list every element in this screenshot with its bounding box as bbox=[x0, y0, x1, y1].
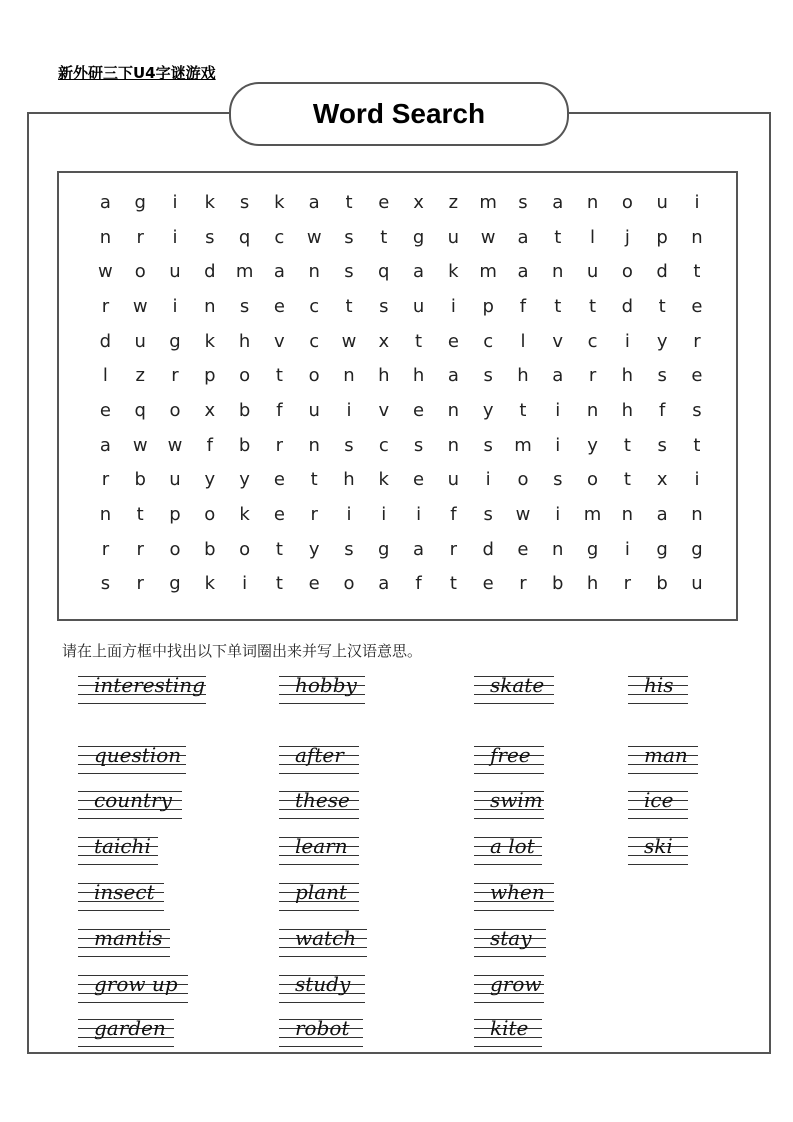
word-label: insect bbox=[94, 880, 155, 904]
grid-letter: o bbox=[169, 538, 181, 560]
grid-letter: a bbox=[447, 365, 459, 387]
grid-letter: i bbox=[450, 295, 456, 317]
grid-letter: w bbox=[132, 295, 148, 317]
grid-letter: o bbox=[239, 538, 251, 560]
grid-letter: c bbox=[274, 226, 285, 248]
grid-letter: g bbox=[169, 573, 181, 595]
grid-letter: a bbox=[517, 261, 529, 283]
grid-letter: d bbox=[482, 538, 494, 560]
grid-letter: r bbox=[588, 365, 597, 387]
grid-letter: e bbox=[691, 295, 703, 317]
grid-letter: t bbox=[275, 365, 283, 387]
grid-letter: t bbox=[345, 191, 353, 213]
grid-letter: t bbox=[589, 295, 597, 317]
grid-letter: y bbox=[239, 469, 250, 491]
grid-letter: y bbox=[587, 434, 598, 456]
grid-letter: e bbox=[482, 573, 494, 595]
grid-letter: s bbox=[518, 191, 528, 213]
word-entry bbox=[474, 923, 546, 961]
grid-letter: d bbox=[621, 295, 634, 317]
grid-letter: i bbox=[381, 504, 387, 526]
grid-letter: g bbox=[412, 226, 425, 248]
grid-letter: n bbox=[308, 434, 320, 456]
word-entry bbox=[628, 785, 688, 823]
grid-letter: h bbox=[621, 399, 634, 421]
grid-letter: r bbox=[449, 538, 458, 560]
grid-letter: u bbox=[308, 399, 320, 421]
grid-letter: t bbox=[275, 573, 283, 595]
grid-letter: e bbox=[273, 469, 285, 491]
grid-letter: b bbox=[238, 434, 251, 456]
grid-letter: i bbox=[694, 191, 700, 213]
grid-letter: r bbox=[101, 295, 110, 317]
grid-letter: n bbox=[447, 434, 460, 456]
word-label: mantis bbox=[94, 926, 163, 950]
grid-letter: u bbox=[412, 295, 425, 317]
grid-letter: n bbox=[552, 261, 564, 283]
grid-letter: s bbox=[379, 295, 389, 317]
word-entry bbox=[628, 740, 698, 778]
grid-letter: l bbox=[590, 226, 596, 248]
grid-letter: f bbox=[415, 573, 422, 595]
word-label: stay bbox=[490, 926, 532, 950]
word-entry bbox=[78, 740, 186, 778]
grid-letter: k bbox=[274, 191, 285, 213]
word-label: robot bbox=[295, 1016, 350, 1040]
word-entry bbox=[279, 877, 359, 915]
grid-letter: s bbox=[344, 261, 354, 283]
word-label: grow up bbox=[94, 972, 178, 996]
grid-letter: e bbox=[99, 399, 111, 421]
grid-letter: a bbox=[413, 261, 425, 283]
grid-letter: e bbox=[517, 538, 529, 560]
grid-letter: o bbox=[621, 261, 633, 283]
grid-letter: x bbox=[413, 191, 424, 213]
document-title: 新外研三下U4字谜游戏 bbox=[58, 64, 216, 82]
grid-letter: i bbox=[624, 538, 630, 560]
grid-letter: s bbox=[100, 573, 111, 595]
grid-letter: h bbox=[621, 365, 634, 387]
grid-letter: n bbox=[586, 399, 599, 421]
word-label: grow bbox=[490, 972, 542, 996]
grid-letter: f bbox=[658, 399, 666, 421]
grid-letter: x bbox=[204, 399, 216, 421]
word-label: skate bbox=[490, 673, 545, 697]
grid-letter: g bbox=[586, 538, 599, 560]
word-entry bbox=[474, 670, 554, 708]
word-entry bbox=[279, 831, 359, 869]
grid-letter: n bbox=[99, 226, 112, 248]
grid-letter: f bbox=[276, 399, 283, 421]
grid-letter: r bbox=[101, 469, 110, 491]
grid-letter: n bbox=[308, 261, 320, 283]
word-label: study bbox=[295, 972, 351, 996]
grid-letter: s bbox=[239, 191, 250, 213]
grid-letter: t bbox=[136, 504, 144, 526]
word-label: free bbox=[490, 743, 531, 767]
grid-letter: n bbox=[621, 504, 634, 526]
word-label: learn bbox=[295, 834, 348, 858]
grid-letter: p bbox=[204, 365, 216, 387]
grid-letter: b bbox=[656, 573, 668, 595]
grid-letter: x bbox=[656, 469, 668, 491]
word-entry bbox=[279, 1013, 363, 1051]
grid-letter: p bbox=[656, 226, 668, 248]
grid-letter: u bbox=[447, 469, 460, 491]
word-entry bbox=[474, 831, 542, 869]
grid-letter: n bbox=[691, 504, 703, 526]
grid-letter: v bbox=[552, 330, 564, 352]
word-entry bbox=[279, 740, 359, 778]
grid-letter: a bbox=[99, 434, 111, 456]
grid-letter: r bbox=[623, 573, 632, 595]
grid-letter: o bbox=[343, 573, 355, 595]
grid-letter: t bbox=[658, 295, 666, 317]
grid-letter: j bbox=[624, 226, 630, 248]
grid-letter: b bbox=[134, 469, 146, 491]
grid-letter: c bbox=[378, 434, 389, 456]
grid-letter: c bbox=[483, 330, 494, 352]
grid-letter: w bbox=[480, 226, 496, 248]
grid-letter: w bbox=[132, 434, 148, 456]
word-label: watch bbox=[295, 926, 357, 950]
grid-letter: e bbox=[691, 365, 703, 387]
grid-letter: o bbox=[169, 399, 181, 421]
grid-letter: b bbox=[238, 399, 251, 421]
grid-letter: y bbox=[308, 538, 320, 560]
word-label: man bbox=[644, 743, 688, 767]
grid-letter: s bbox=[657, 434, 667, 456]
grid-letter: t bbox=[623, 469, 631, 491]
grid-letter: e bbox=[447, 330, 459, 352]
grid-letter: h bbox=[586, 573, 599, 595]
grid-letter: g bbox=[169, 330, 181, 352]
word-entry bbox=[474, 740, 544, 778]
grid-letter: s bbox=[344, 434, 354, 456]
grid-letter: o bbox=[517, 469, 529, 491]
grid-letter: z bbox=[135, 365, 145, 387]
grid-letter: s bbox=[344, 538, 354, 560]
grid-letter: k bbox=[239, 504, 250, 526]
word-entry bbox=[474, 969, 544, 1007]
grid-letter: n bbox=[691, 226, 703, 248]
word-label: these bbox=[295, 788, 350, 812]
grid-letter: r bbox=[275, 434, 284, 456]
grid-letter: s bbox=[483, 434, 493, 456]
grid-letter: o bbox=[134, 261, 146, 283]
grid-letter: r bbox=[171, 365, 179, 387]
grid-letter: p bbox=[482, 295, 494, 317]
grid-letter: a bbox=[517, 226, 529, 248]
grid-letter: i bbox=[346, 504, 352, 526]
grid-letter: o bbox=[621, 191, 633, 213]
grid-letter: y bbox=[482, 399, 494, 421]
grid-letter: e bbox=[413, 469, 425, 491]
instruction-text: 请在上面方框中找出以下单词圈出来并写上汉语意思。 bbox=[62, 642, 423, 660]
word-entry bbox=[78, 1013, 174, 1051]
grid-letter: i bbox=[694, 469, 700, 491]
grid-letter: n bbox=[99, 504, 112, 526]
grid-letter: m bbox=[235, 261, 254, 283]
grid-letter: s bbox=[692, 399, 702, 421]
word-label: his bbox=[644, 673, 674, 697]
grid-letter: v bbox=[274, 330, 285, 352]
word-label: kite bbox=[490, 1016, 529, 1040]
grid-letter: e bbox=[273, 295, 285, 317]
word-entry bbox=[78, 670, 206, 708]
word-label: garden bbox=[94, 1016, 166, 1040]
grid-letter: f bbox=[519, 295, 527, 317]
grid-letter: o bbox=[239, 365, 251, 387]
grid-letter: d bbox=[656, 261, 668, 283]
grid-letter: g bbox=[691, 538, 703, 560]
grid-letter: w bbox=[98, 261, 113, 283]
grid-letter: t bbox=[415, 330, 423, 352]
word-entry bbox=[78, 969, 188, 1007]
grid-letter: o bbox=[204, 504, 216, 526]
word-entry bbox=[628, 670, 688, 708]
grid-letter: t bbox=[623, 434, 631, 456]
grid-letter: h bbox=[238, 330, 251, 352]
grid-letter: i bbox=[485, 469, 491, 491]
grid-letter: h bbox=[343, 469, 355, 491]
grid-letter: n bbox=[586, 191, 599, 213]
grid-letter: u bbox=[169, 261, 181, 283]
grid-letter: a bbox=[656, 504, 668, 526]
word-label: swim bbox=[490, 788, 543, 812]
grid-letter: a bbox=[552, 365, 564, 387]
grid-letter: i bbox=[172, 226, 178, 248]
word-entry bbox=[279, 969, 365, 1007]
word-label: country bbox=[94, 788, 172, 812]
grid-letter: w bbox=[306, 226, 322, 248]
word-label: a lot bbox=[490, 834, 535, 858]
grid-letter: d bbox=[204, 261, 216, 283]
word-label: taichi bbox=[94, 834, 151, 858]
word-entry bbox=[78, 923, 170, 961]
word-label: hobby bbox=[295, 673, 357, 697]
grid-letter: f bbox=[206, 434, 213, 456]
grid-letter: i bbox=[346, 399, 352, 421]
grid-letter: h bbox=[412, 365, 425, 387]
grid-letter: z bbox=[448, 191, 459, 213]
grid-letter: m bbox=[583, 504, 602, 526]
puzzle-title: Word Search bbox=[229, 82, 569, 146]
grid-letter: c bbox=[309, 295, 320, 317]
grid-letter: k bbox=[378, 469, 389, 491]
grid-letter: t bbox=[693, 261, 701, 283]
word-label: ski bbox=[644, 834, 673, 858]
grid-letter: y bbox=[656, 330, 668, 352]
grid-letter: b bbox=[204, 538, 216, 560]
grid-letter: e bbox=[413, 399, 425, 421]
grid-letter: k bbox=[204, 191, 215, 213]
grid-letter: n bbox=[552, 538, 564, 560]
grid-letter: u bbox=[134, 330, 146, 352]
grid-letter: a bbox=[308, 191, 320, 213]
grid-letter: c bbox=[309, 330, 320, 352]
grid-letter: n bbox=[204, 295, 216, 317]
grid-letter: n bbox=[447, 399, 460, 421]
grid-letter: q bbox=[238, 226, 251, 248]
grid-letter: s bbox=[344, 226, 354, 248]
word-label: question bbox=[94, 743, 182, 767]
grid-letter: i bbox=[555, 504, 561, 526]
word-label: interesting bbox=[94, 673, 205, 697]
word-label: when bbox=[490, 880, 545, 904]
grid-letter: g bbox=[134, 191, 146, 213]
grid-letter: e bbox=[308, 573, 320, 595]
grid-letter: r bbox=[101, 538, 110, 560]
grid-letter: m bbox=[479, 261, 497, 283]
grid-letter: l bbox=[520, 330, 526, 352]
grid-letter: f bbox=[450, 504, 457, 526]
grid-letter: g bbox=[656, 538, 668, 560]
grid-letter: g bbox=[378, 538, 390, 560]
grid-letter: t bbox=[275, 538, 283, 560]
grid-letter: u bbox=[447, 226, 460, 248]
grid-letter: r bbox=[693, 330, 701, 352]
grid-letter: s bbox=[483, 365, 493, 387]
grid-letter: a bbox=[552, 191, 564, 213]
grid-letter: u bbox=[656, 191, 668, 213]
grid-letter: r bbox=[136, 226, 144, 248]
grid-letter: m bbox=[479, 191, 497, 213]
letter-grid bbox=[88, 185, 714, 601]
word-entry bbox=[628, 831, 688, 869]
word-label: after bbox=[295, 743, 344, 767]
grid-letter: s bbox=[413, 434, 424, 456]
grid-letter: i bbox=[172, 191, 178, 213]
grid-letter: u bbox=[691, 573, 703, 595]
grid-letter: w bbox=[515, 504, 531, 526]
grid-letter: a bbox=[273, 261, 285, 283]
grid-letter: e bbox=[273, 504, 285, 526]
grid-letter: a bbox=[378, 573, 390, 595]
grid-letter: y bbox=[204, 469, 216, 491]
grid-letter: w bbox=[341, 330, 357, 352]
grid-letter: t bbox=[693, 434, 701, 456]
word-entry bbox=[474, 877, 554, 915]
word-entry bbox=[78, 877, 164, 915]
grid-letter: i bbox=[624, 330, 630, 352]
word-entry bbox=[78, 831, 158, 869]
grid-letter: s bbox=[239, 295, 250, 317]
grid-letter: n bbox=[343, 365, 355, 387]
grid-letter: q bbox=[134, 399, 146, 421]
grid-letter: o bbox=[587, 469, 599, 491]
grid-letter: i bbox=[242, 573, 248, 595]
grid-letter: i bbox=[555, 399, 561, 421]
grid-letter: m bbox=[514, 434, 532, 456]
word-label: ice bbox=[644, 788, 674, 812]
word-entry bbox=[279, 923, 367, 961]
word-entry bbox=[279, 785, 359, 823]
grid-letter: l bbox=[102, 365, 108, 387]
word-label: plant bbox=[295, 880, 348, 904]
grid-letter: s bbox=[657, 365, 667, 387]
grid-letter: i bbox=[555, 434, 561, 456]
grid-letter: h bbox=[517, 365, 529, 387]
grid-letter: t bbox=[519, 399, 527, 421]
grid-letter: r bbox=[136, 573, 144, 595]
word-entry bbox=[279, 670, 365, 708]
word-entry bbox=[474, 1013, 542, 1051]
word-entry bbox=[474, 785, 544, 823]
grid-letter: i bbox=[416, 504, 422, 526]
grid-letter: u bbox=[169, 469, 181, 491]
grid-letter: s bbox=[483, 504, 493, 526]
grid-letter: c bbox=[587, 330, 598, 352]
grid-letter: t bbox=[554, 226, 562, 248]
grid-letter: k bbox=[204, 573, 215, 595]
grid-letter: k bbox=[204, 330, 215, 352]
grid-letter: r bbox=[136, 538, 144, 560]
grid-letter: v bbox=[378, 399, 390, 421]
grid-letter: t bbox=[380, 226, 388, 248]
grid-letter: r bbox=[310, 504, 318, 526]
grid-letter: k bbox=[448, 261, 459, 283]
grid-letter: t bbox=[310, 469, 318, 491]
grid-letter: r bbox=[519, 573, 527, 595]
grid-letter: w bbox=[167, 434, 183, 456]
grid-letter: q bbox=[378, 261, 390, 283]
grid-letter: d bbox=[99, 330, 112, 352]
grid-letter: p bbox=[169, 504, 181, 526]
grid-letter: a bbox=[413, 538, 425, 560]
grid-letter: a bbox=[99, 191, 111, 213]
grid-letter: s bbox=[553, 469, 563, 491]
grid-letter: o bbox=[308, 365, 320, 387]
grid-letter: u bbox=[586, 261, 599, 283]
word-entry bbox=[78, 785, 182, 823]
grid-letter: x bbox=[378, 330, 390, 352]
grid-letter: e bbox=[378, 191, 390, 213]
grid-letter: i bbox=[172, 295, 178, 317]
grid-letter: t bbox=[554, 295, 562, 317]
grid-letter: t bbox=[345, 295, 353, 317]
grid-letter: b bbox=[552, 573, 564, 595]
grid-letter: t bbox=[449, 573, 457, 595]
grid-letter: s bbox=[205, 226, 215, 248]
grid-letter: h bbox=[378, 365, 390, 387]
